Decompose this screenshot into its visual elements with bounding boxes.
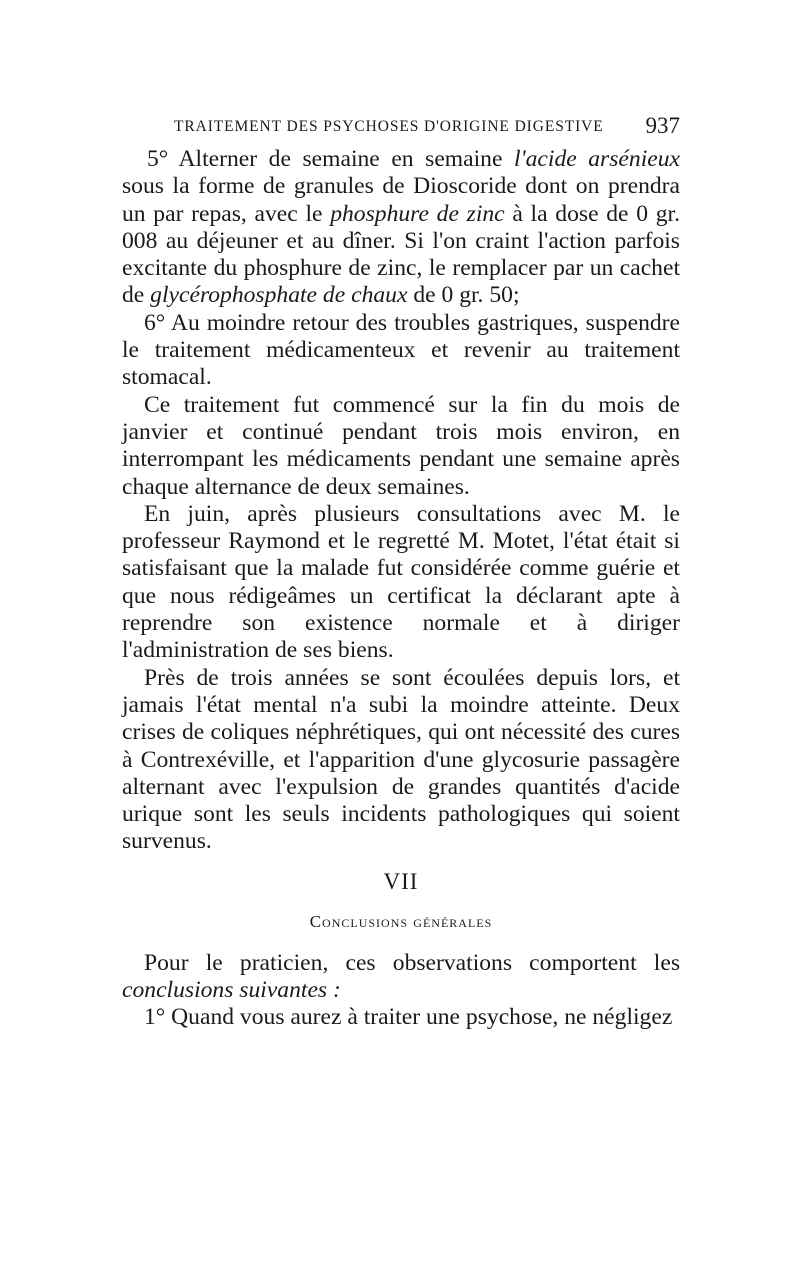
- text-segment: Près de trois années se sont écoulées depuis lors, et jamais l'état mental n'a subi la moindre atteinte. Deux crises de coliques néphrétiques, qui ont nécessité des cures à Contrexéville, et l'apparition d'une glycosurie passagère alternant avec l'expulsion de grandes quantités d'acide urique sont les seuls incidents pathologiques qui soient survenus.: [122, 664, 680, 855]
- italic-term-phosphure-de-zinc: phosphure de zinc: [330, 200, 505, 227]
- paragraph-conclusion-1: [122, 1004, 680, 1031]
- text-segment: 1° Quand vous aurez à traiter une psychose, ne négligez: [144, 1004, 673, 1031]
- section-number: VII: [383, 868, 419, 894]
- paragraph-treatment-step-6: [122, 310, 680, 392]
- text-segment: de 0 gr. 50;: [407, 282, 520, 309]
- italic-term-glycerophosphate: glycérophosphate de chaux: [150, 282, 408, 309]
- text-segment: sous la forme de granules de Dioscoride dont on prendra un par repas, avec le: [122, 173, 680, 227]
- italic-term-acide-arsenieux: l'acide arsénieux: [514, 146, 680, 172]
- text-segment: à la dose de 0 gr. 008 au déjeuner et au dîner. Si l'on craint l'action parfois excitante du phosphure de zinc, le remplacer par un cachet de: [122, 200, 680, 309]
- body-text: [122, 146, 680, 1032]
- paragraph-conclusions-intro: [122, 950, 680, 1005]
- running-title: TRAITEMENT DES PSYCHOSES D'ORIGINE DIGESTIVE: [174, 118, 604, 135]
- text-segment: En juin, après plusieurs consultations avec M. le professeur Raymond et le regretté M. Motet, l'état était si satisfaisant que la malade fut considérée comme guérie et que nous rédigeâmes un certificat la déclarant apte à reprendre son existence normale et à diriger l'administration de ses biens.: [122, 500, 680, 664]
- text-segment: Ce traitement fut commencé sur la fin du mois de janvier et continué pendant trois mois environ, en interrompant les médicaments pendant une semaine après chaque alternance de deux semaines.: [122, 391, 680, 500]
- page-number: 937: [645, 113, 680, 138]
- paragraph-treatment-course: [122, 392, 680, 501]
- running-header: [122, 113, 680, 140]
- text-segment: Pour le praticien, ces observations comportent les: [144, 949, 680, 976]
- italic-term-conclusions-suivantes: conclusions suivantes :: [122, 977, 341, 1004]
- text-segment: 6° Au moindre retour des troubles gastriques, suspendre le traitement médicamenteux et revenir au traitement stomacal.: [122, 309, 680, 391]
- text-segment: 5° Alterner de semaine en semaine: [147, 146, 515, 172]
- paragraph-june-consultations: [122, 501, 680, 665]
- paragraph-three-years-later: [122, 665, 680, 856]
- paragraph-treatment-step-5: [122, 146, 680, 310]
- section-title: Conclusions générales: [309, 911, 493, 931]
